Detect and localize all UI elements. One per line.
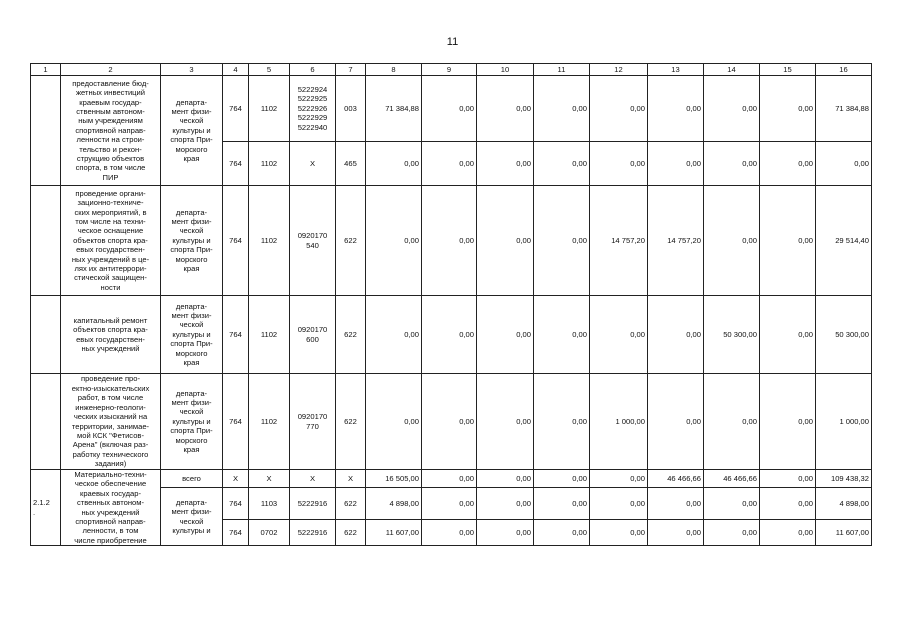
cell-dept: департа- мент физи- ческой культуры и спорта При- морского края	[161, 374, 223, 470]
cell-dept: департа- мент физи- ческой культуры и спорта При- морского края	[161, 186, 223, 296]
cell-c10: 0,00	[477, 488, 534, 520]
cell-c16: 71 384,88	[816, 76, 872, 142]
cell-c13: 14 757,20	[648, 186, 704, 296]
cell-c14: 0,00	[704, 374, 760, 470]
table-row	[31, 470, 872, 488]
cell-c5: 1102	[249, 186, 290, 296]
header-cell: 12	[590, 64, 648, 76]
cell-c15: 0,00	[760, 186, 816, 296]
cell-c16: 11 607,00	[816, 520, 872, 546]
row-description: предоставление бюд- жетных инвестиций краевым государ- ственным автоном- ным учреждениям спортивной направ- ленности на строи- тельство и рекон- струкцию объектов спорта, в том числе ПИР	[61, 76, 161, 186]
cell-c10: 0,00	[477, 374, 534, 470]
header-cell: 13	[648, 64, 704, 76]
cell-c6: X	[290, 470, 336, 488]
header-cell: 4	[223, 64, 249, 76]
cell-c14: 0,00	[704, 186, 760, 296]
table-body	[31, 64, 872, 546]
cell-dept-total: всего	[161, 470, 223, 488]
cell-c11: 0,00	[534, 470, 590, 488]
cell-c15: 0,00	[760, 470, 816, 488]
cell-c14: 0,00	[704, 488, 760, 520]
cell-c4: 764	[223, 142, 249, 186]
cell-c4: 764	[223, 186, 249, 296]
cell-c5: 1103	[249, 488, 290, 520]
cell-c16: 1 000,00	[816, 374, 872, 470]
cell-c14: 46 466,66	[704, 470, 760, 488]
header-cell: 14	[704, 64, 760, 76]
cell-c16: 50 300,00	[816, 296, 872, 374]
table-row	[31, 76, 872, 142]
cell-dept: департа- мент физи- ческой культуры и спорта При- морского края	[161, 296, 223, 374]
cell-c10: 0,00	[477, 186, 534, 296]
cell-c6: 0920170 540	[290, 186, 336, 296]
cell-c12: 14 757,20	[590, 186, 648, 296]
header-cell: 5	[249, 64, 290, 76]
cell-c12: 0,00	[590, 488, 648, 520]
cell-c10: 0,00	[477, 76, 534, 142]
row-number: 2.1.2 .	[31, 470, 61, 546]
cell-c12: 1 000,00	[590, 374, 648, 470]
header-cell: 11	[534, 64, 590, 76]
budget-table	[30, 63, 872, 546]
header-cell: 7	[336, 64, 366, 76]
cell-c6: 5222916	[290, 488, 336, 520]
cell-c8: 0,00	[366, 374, 422, 470]
header-cell: 2	[61, 64, 161, 76]
cell-c16: 0,00	[816, 142, 872, 186]
cell-c11: 0,00	[534, 142, 590, 186]
cell-c5: 1102	[249, 142, 290, 186]
cell-c12: 0,00	[590, 296, 648, 374]
cell-c6: 0920170 770	[290, 374, 336, 470]
cell-c4: X	[223, 470, 249, 488]
row-description: проведение про- ектно-изыскательских работ, в том числе инженерно-геологи- ческих изысканий на территории, занимае- мой КСК "Фетисов- Арена" (включая раз- работку технического задания)	[61, 374, 161, 470]
cell-c7: 622	[336, 374, 366, 470]
cell-c10: 0,00	[477, 520, 534, 546]
cell-c12: 0,00	[590, 470, 648, 488]
cell-c8: 11 607,00	[366, 520, 422, 546]
cell-c14: 0,00	[704, 142, 760, 186]
cell-c9: 0,00	[422, 142, 477, 186]
cell-c12: 0,00	[590, 520, 648, 546]
cell-c12: 0,00	[590, 76, 648, 142]
cell-c7: 003	[336, 76, 366, 142]
cell-c9: 0,00	[422, 186, 477, 296]
cell-c8: 71 384,88	[366, 76, 422, 142]
row-number	[31, 186, 61, 296]
cell-c9: 0,00	[422, 374, 477, 470]
cell-dept: департа- мент физи- ческой культуры и спорта При- морского края	[161, 76, 223, 186]
row-number	[31, 374, 61, 470]
cell-c10: 0,00	[477, 470, 534, 488]
cell-c8: 0,00	[366, 142, 422, 186]
cell-c12: 0,00	[590, 142, 648, 186]
cell-c5: 1102	[249, 76, 290, 142]
cell-c15: 0,00	[760, 142, 816, 186]
cell-c5: 1102	[249, 296, 290, 374]
cell-c9: 0,00	[422, 76, 477, 142]
row-number	[31, 76, 61, 186]
cell-c8: 16 505,00	[366, 470, 422, 488]
cell-c13: 0,00	[648, 296, 704, 374]
cell-c11: 0,00	[534, 374, 590, 470]
cell-c7: 465	[336, 142, 366, 186]
cell-c15: 0,00	[760, 520, 816, 546]
cell-c6: X	[290, 142, 336, 186]
cell-c4: 764	[223, 520, 249, 546]
cell-c4: 764	[223, 296, 249, 374]
header-cell: 1	[31, 64, 61, 76]
row-description: проведение органи- зационно-техниче- ских мероприятий, в том числе на техни- ческое оснащение объектов спорта кра- евых государствен- ных учреждений в це- лях их антитеррори- стической защищен- ности	[61, 186, 161, 296]
cell-c9: 0,00	[422, 470, 477, 488]
cell-c16: 29 514,40	[816, 186, 872, 296]
cell-c11: 0,00	[534, 488, 590, 520]
cell-c13: 0,00	[648, 142, 704, 186]
table-row	[31, 296, 872, 374]
header-cell: 16	[816, 64, 872, 76]
cell-c14: 0,00	[704, 520, 760, 546]
cell-c5: 1102	[249, 374, 290, 470]
cell-c7: 622	[336, 186, 366, 296]
cell-c4: 764	[223, 488, 249, 520]
row-description: Материально-техни- ческое обеспечение краевых государ- ственных автоном- ных учреждений спортивной направ- ленности, в том числе приобретение	[61, 470, 161, 546]
cell-c16: 4 898,00	[816, 488, 872, 520]
table-row	[31, 374, 872, 470]
cell-c6: 5222924 5222925 5222926 5222929 5222940	[290, 76, 336, 142]
cell-c11: 0,00	[534, 186, 590, 296]
cell-c15: 0,00	[760, 296, 816, 374]
header-cell: 15	[760, 64, 816, 76]
header-row	[31, 64, 872, 76]
cell-c10: 0,00	[477, 296, 534, 374]
cell-c16: 109 438,32	[816, 470, 872, 488]
table-row	[31, 186, 872, 296]
cell-c8: 0,00	[366, 296, 422, 374]
header-cell: 8	[366, 64, 422, 76]
row-number	[31, 296, 61, 374]
cell-c13: 0,00	[648, 520, 704, 546]
cell-c9: 0,00	[422, 296, 477, 374]
row-description: капитальный ремонт объектов спорта кра- евых государствен- ных учреждений	[61, 296, 161, 374]
header-cell: 10	[477, 64, 534, 76]
header-cell: 9	[422, 64, 477, 76]
cell-c4: 764	[223, 76, 249, 142]
cell-c14: 0,00	[704, 76, 760, 142]
page-number: 11	[446, 36, 459, 48]
cell-c15: 0,00	[760, 488, 816, 520]
cell-c13: 46 466,66	[648, 470, 704, 488]
cell-c13: 0,00	[648, 488, 704, 520]
cell-c8: 4 898,00	[366, 488, 422, 520]
cell-c7: 622	[336, 296, 366, 374]
cell-dept: департа- мент физи- ческой культуры и	[161, 488, 223, 546]
cell-c9: 0,00	[422, 488, 477, 520]
cell-c13: 0,00	[648, 76, 704, 142]
cell-c11: 0,00	[534, 296, 590, 374]
cell-c7: 622	[336, 488, 366, 520]
cell-c6: 5222916	[290, 520, 336, 546]
cell-c10: 0,00	[477, 142, 534, 186]
cell-c15: 0,00	[760, 374, 816, 470]
cell-c15: 0,00	[760, 76, 816, 142]
cell-c5: X	[249, 470, 290, 488]
cell-c4: 764	[223, 374, 249, 470]
cell-c8: 0,00	[366, 186, 422, 296]
header-cell: 3	[161, 64, 223, 76]
cell-c11: 0,00	[534, 520, 590, 546]
cell-c5: 0702	[249, 520, 290, 546]
cell-c7: 622	[336, 520, 366, 546]
cell-c7: X	[336, 470, 366, 488]
cell-c13: 0,00	[648, 374, 704, 470]
cell-c6: 0920170 600	[290, 296, 336, 374]
cell-c14: 50 300,00	[704, 296, 760, 374]
header-cell: 6	[290, 64, 336, 76]
cell-c11: 0,00	[534, 76, 590, 142]
cell-c9: 0,00	[422, 520, 477, 546]
